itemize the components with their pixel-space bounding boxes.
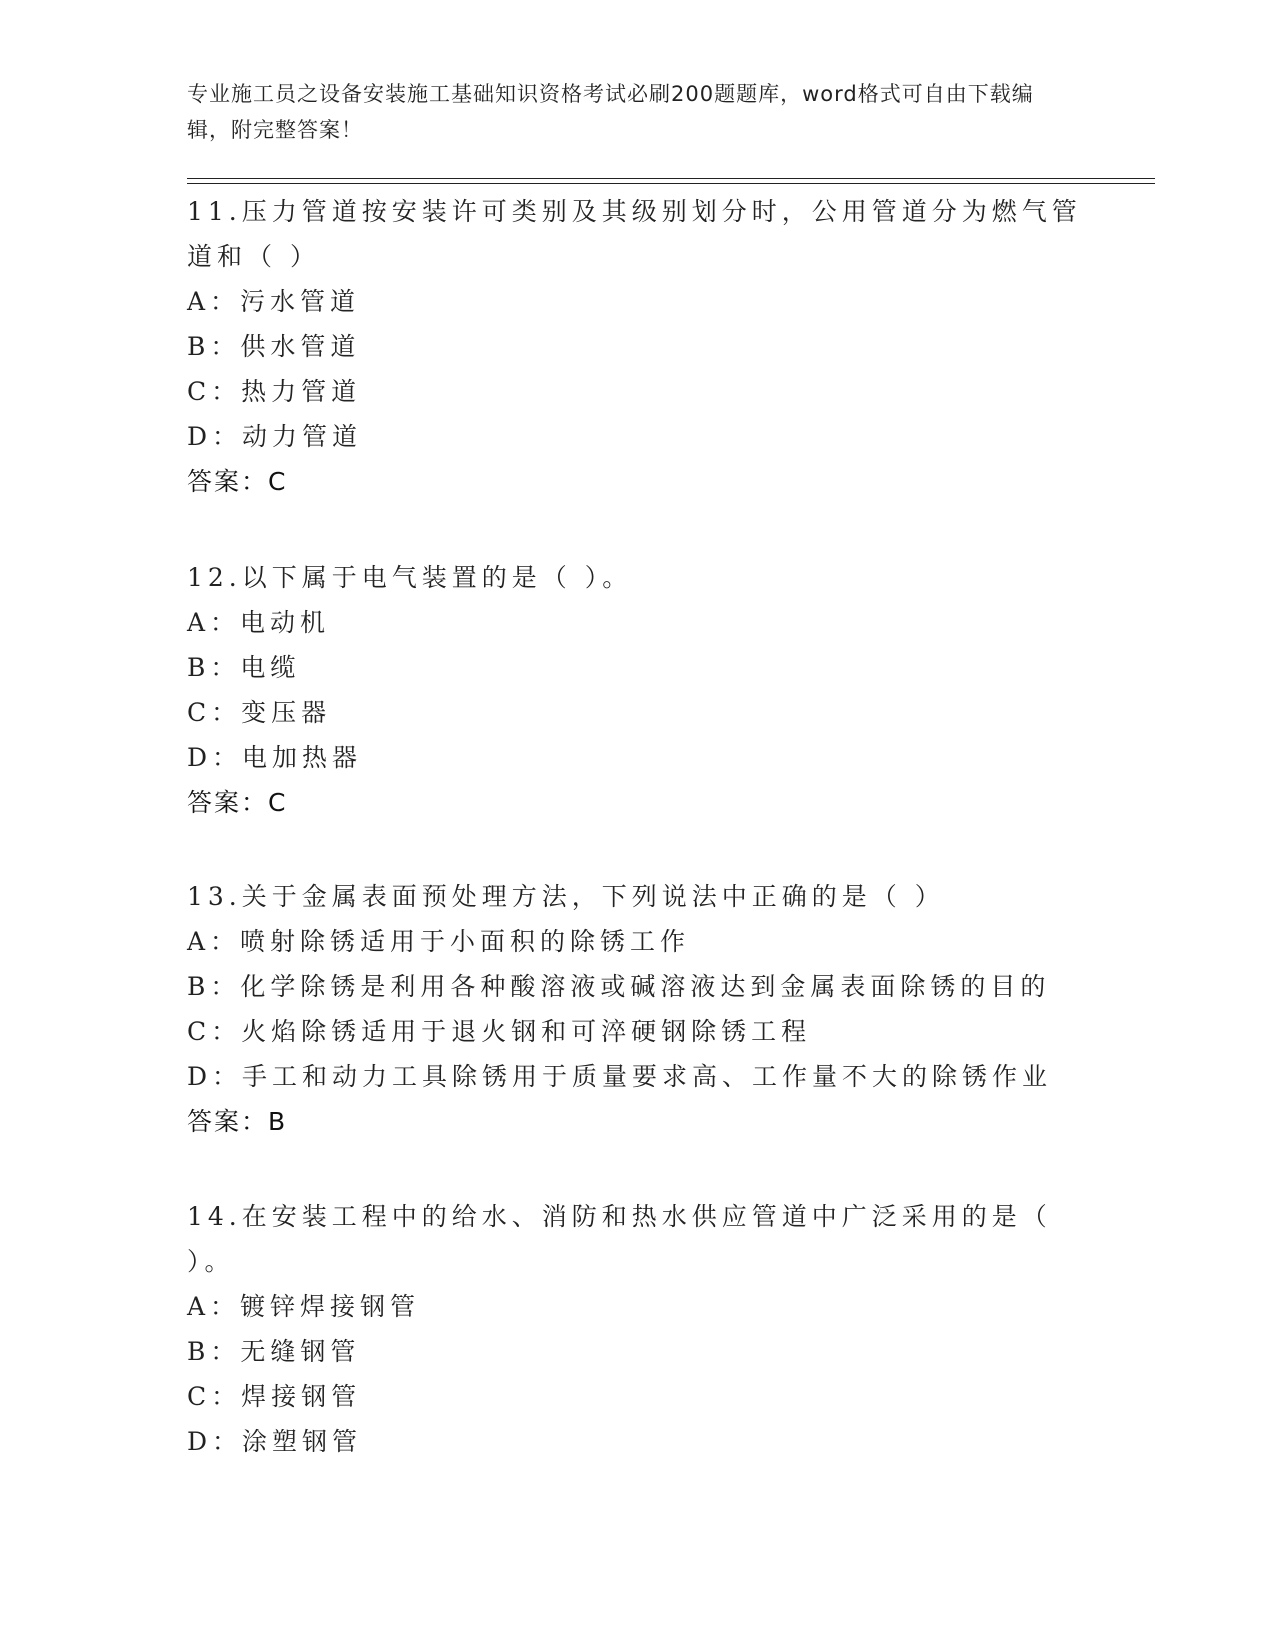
answer-label: 答案：	[187, 788, 269, 817]
question-12	[187, 555, 1087, 825]
question-11	[187, 189, 1087, 504]
option-c: C：火焰除锈适用于退火钢和可淬硬钢除锈工程	[187, 1017, 812, 1046]
answer-value: C	[268, 788, 286, 817]
question-stem: 12.以下属于电气装置的是（ ）。	[187, 563, 633, 592]
question-stem: 13.关于金属表面预处理方法，下列说法中正确的是（ ）	[187, 882, 945, 911]
question-14	[187, 1194, 1087, 1464]
document-header: 专业施工员之设备安装施工基础知识资格考试必刷200题题库，word格式可自由下载编辑，附完整答案！	[187, 82, 1034, 142]
header-divider-top	[187, 178, 1155, 179]
option-d: D：电加热器	[187, 743, 363, 772]
option-a: A：电动机	[187, 608, 331, 637]
answer-line	[187, 780, 1087, 825]
option-b: B：无缝钢管	[187, 1337, 361, 1366]
answer-value: B	[268, 1107, 286, 1136]
answer-value: C	[268, 467, 286, 496]
question-stem: 11.压力管道按安装许可类别及其级别划分时，公用管道分为燃气管道和（ ）	[187, 197, 1082, 271]
question-13	[187, 874, 1087, 1144]
option-b: B：电缆	[187, 653, 301, 682]
option-c: C：焊接钢管	[187, 1382, 362, 1411]
option-a: A：镀锌焊接钢管	[187, 1292, 421, 1321]
option-d: D：涂塑钢管	[187, 1427, 363, 1456]
answer-line	[187, 1099, 1087, 1144]
option-a: A：喷射除锈适用于小面积的除锈工作	[187, 927, 691, 956]
option-c: C：热力管道	[187, 377, 362, 406]
option-b: B：化学除锈是利用各种酸溶液或碱溶液达到金属表面除锈的目的	[187, 972, 1051, 1001]
header-divider-bottom	[187, 183, 1155, 184]
option-d: D：手工和动力工具除锈用于质量要求高、工作量不大的除锈作业	[187, 1062, 1053, 1091]
question-stem: 14.在安装工程中的给水、消防和热水供应管道中广泛采用的是（ ）。	[187, 1202, 1052, 1276]
option-a: A：污水管道	[187, 287, 361, 316]
option-d: D：动力管道	[187, 422, 363, 451]
answer-line	[187, 459, 1087, 504]
answer-label: 答案：	[187, 1107, 269, 1136]
option-c: C：变压器	[187, 698, 332, 727]
answer-label: 答案：	[187, 467, 269, 496]
option-b: B：供水管道	[187, 332, 361, 361]
